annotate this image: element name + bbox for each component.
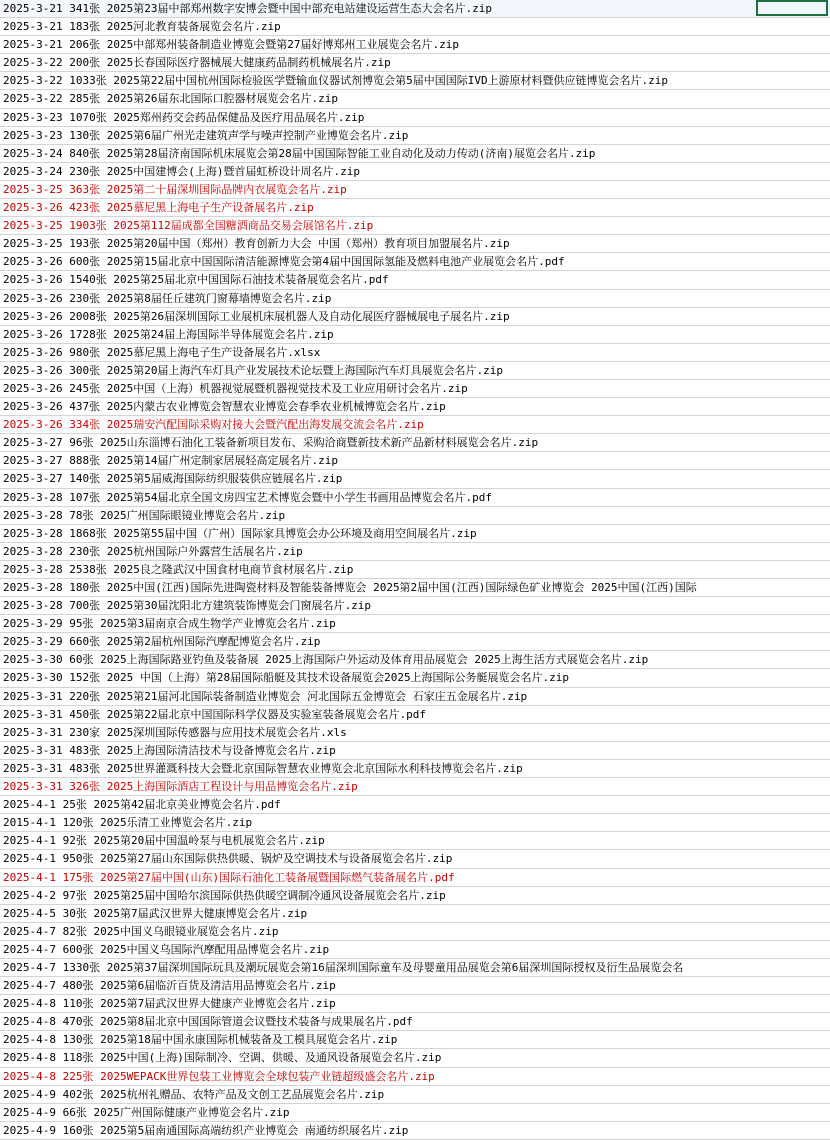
table-row[interactable]: 2025-3-21 341张 2025第23届中部郑州数字安博会暨中国中部充电站建设运营生态大会名片.zip <box>0 0 830 18</box>
table-row[interactable]: 2025-3-25 193张 2025第20届中国（郑州）教育创新力大会 中国（郑州）教育项目加盟展名片.zip <box>0 235 830 253</box>
table-row[interactable]: 2025-3-31 450张 2025第22届北京中国国际科学仪器及实验室装备展览会名片.pdf <box>0 706 830 724</box>
table-row[interactable]: 2025-3-23 1070张 2025郑州药交会药品保健品及医疗用品展名片.zip <box>0 109 830 127</box>
table-row[interactable]: 2025-3-29 95张 2025第3届南京合成生物学产业博览会名片.zip <box>0 615 830 633</box>
table-row[interactable]: 2015-4-1 120张 2025乐清工业博览会名片.zip <box>0 814 830 832</box>
table-row[interactable]: 2025-3-31 230家 2025深圳国际传感器与应用技术展览会名片.xls <box>0 724 830 742</box>
table-row[interactable]: 2025-3-26 230张 2025第8届任丘建筑门窗幕墙博览会名片.zip <box>0 290 830 308</box>
table-row[interactable]: 2025-4-8 225张 2025WEPACK世界包装工业博览会全球包装产业链超级盛会名片.zip <box>0 1068 830 1086</box>
table-row[interactable]: 2025-3-21 183张 2025河北教育装备展览会名片.zip <box>0 18 830 36</box>
table-row[interactable]: 2025-4-8 130张 2025第18届中国永康国际机械装备及工模具展览会名片.zip <box>0 1031 830 1049</box>
table-row[interactable]: 2025-4-8 110张 2025第7届武汉世界大健康产业博览会名片.zip <box>0 995 830 1013</box>
table-row[interactable]: 2025-3-28 107张 2025第54届北京全国文房四宝艺术博览会暨中小学生书画用品博览会名片.pdf <box>0 489 830 507</box>
table-row[interactable]: 2025-3-27 140张 2025第5届威海国际纺织服装供应链展名片.zip <box>0 470 830 488</box>
table-row[interactable]: 2025-3-26 1540张 2025第25届北京中国国际石油技术装备展览会名片.pdf <box>0 271 830 289</box>
table-row[interactable]: 2025-3-26 334张 2025瑞安汽配国际采购对接大会暨汽配出海发展交流会名片.zip <box>0 416 830 434</box>
table-row[interactable]: 2025-3-31 326张 2025上海国际酒店工程设计与用品博览会名片.zip <box>0 778 830 796</box>
table-row[interactable]: 2025-4-7 480张 2025第6届临沂百货及清洁用品博览会名片.zip <box>0 977 830 995</box>
table-row[interactable]: 2025-3-26 245张 2025中国（上海）机器视觉展暨机器视觉技术及工业应用研讨会名片.zip <box>0 380 830 398</box>
table-row[interactable]: 2025-3-31 483张 2025上海国际清洁技术与设备博览会名片.zip <box>0 742 830 760</box>
table-row[interactable]: 2025-3-28 1868张 2025第55届中国（广州）国际家具博览会办公环境及商用空间展名片.zip <box>0 525 830 543</box>
table-row[interactable]: 2025-4-9 66张 2025广州国际健康产业博览会名片.zip <box>0 1104 830 1122</box>
table-row[interactable]: 2025-3-27 888张 2025第14届广州定制家居展轻高定展名片.zip <box>0 452 830 470</box>
table-row[interactable]: 2025-3-22 1033张 2025第22届中国杭州国际检验医学暨输血仪器试剂博览会第5届中国国际IVD上游原材料暨供应链博览会名片.zip <box>0 72 830 90</box>
table-row[interactable]: 2025-4-9 402张 2025杭州礼赠品、农特产品及文创工艺品展览会名片.zip <box>0 1086 830 1104</box>
table-row[interactable]: 2025-4-1 25张 2025第42届北京美业博览会名片.pdf <box>0 796 830 814</box>
table-row[interactable]: 2025-3-26 437张 2025内蒙古农业博览会智慧农业博览会春季农业机械博览会名片.zip <box>0 398 830 416</box>
table-row[interactable]: 2025-3-26 423张 2025慕尼黑上海电子生产设备展名片.zip <box>0 199 830 217</box>
table-row[interactable]: 2025-3-23 130张 2025第6届广州光走建筑声学与噪声控制产业博览会名片.zip <box>0 127 830 145</box>
table-row[interactable]: 2025-3-22 200张 2025长春国际医疗器械展大健康药品制药机械展名片.zip <box>0 54 830 72</box>
table-row[interactable]: 2025-3-29 660张 2025第2届杭州国际汽摩配博览会名片.zip <box>0 633 830 651</box>
table-row[interactable]: 2025-4-9 160张 2025第5届南通国际高端纺织产业博览会 南通纺织展名片.zip <box>0 1122 830 1140</box>
table-row[interactable]: 2025-3-30 152张 2025 中国（上海）第28届国际船艇及其技术设备展览会2025上海国际公务艇展览会名片.zip <box>0 669 830 687</box>
table-row[interactable]: 2025-4-7 600张 2025中国义乌国际汽摩配用品博览会名片.zip <box>0 941 830 959</box>
table-row[interactable]: 2025-4-1 175张 2025第27届中国(山东)国际石油化工装备展暨国际燃气装备展名片.pdf <box>0 869 830 887</box>
table-row[interactable]: 2025-4-7 82张 2025中国义乌眼镜业展览会名片.zip <box>0 923 830 941</box>
table-row[interactable]: 2025-4-7 1330张 2025第37届深圳国际玩具及潮玩展览会第16届深圳国际童车及母婴童用品展览会第6届深圳国际授权及衍生品展览会名 <box>0 959 830 977</box>
table-row[interactable]: 2025-3-31 220张 2025第21届河北国际装备制造业博览会 河北国际五金博览会 石家庄五金展名片.zip <box>0 688 830 706</box>
table-row[interactable]: 2025-3-22 285张 2025第26届东北国际口腔器材展览会名片.zip <box>0 90 830 108</box>
table-row[interactable]: 2025-3-24 230张 2025中国建博会(上海)暨首届虹桥设计周名片.zip <box>0 163 830 181</box>
table-row[interactable]: 2025-3-25 1903张 2025第112届成都全国糖酒商品交易会展馆名片.zip <box>0 217 830 235</box>
table-row[interactable]: 2025-3-28 78张 2025广州国际眼镜业博览会名片.zip <box>0 507 830 525</box>
table-row[interactable]: 2025-3-28 230张 2025杭州国际户外露营生活展名片.zip <box>0 543 830 561</box>
table-row[interactable]: 2025-4-1 92张 2025第20届中国温岭泵与电机展览会名片.zip <box>0 832 830 850</box>
table-row[interactable]: 2025-3-26 2008张 2025第26届深圳国际工业展机床展机器人及自动化展医疗器械展电子展名片.zip <box>0 308 830 326</box>
table-row[interactable]: 2025-3-21 206张 2025中部郑州装备制造业博览会暨第27届好博郑州工业展览会名片.zip <box>0 36 830 54</box>
table-row[interactable]: 2025-3-26 980张 2025慕尼黑上海电子生产设备展名片.xlsx <box>0 344 830 362</box>
table-row[interactable]: 2025-3-26 600张 2025第15届北京中国国际清洁能源博览会第4届中国国际氢能及燃料电池产业展览会名片.pdf <box>0 253 830 271</box>
table-row[interactable]: 2025-4-1 950张 2025第27届山东国际供热供暖、锅炉及空调技术与设备展览会名片.zip <box>0 850 830 868</box>
table-row[interactable]: 2025-3-27 96张 2025山东淄博石油化工装备新项目发布、采购洽商暨新技术新产品新材料展览会名片.zip <box>0 434 830 452</box>
table-row[interactable]: 2025-3-31 483张 2025世界灌溉科技大会暨北京国际智慧农业博览会北京国际水利科技博览会名片.zip <box>0 760 830 778</box>
table-row[interactable]: 2025-4-8 118张 2025中国(上海)国际制冷、空调、供暖、及通风设备展览会名片.zip <box>0 1049 830 1067</box>
table-row[interactable]: 2025-3-26 1728张 2025第24届上海国际半导体展览会名片.zip <box>0 326 830 344</box>
selected-cell[interactable] <box>756 0 828 16</box>
table-row[interactable]: 2025-4-2 97张 2025第25届中国哈尔滨国际供热供暖空调制冷通风设备展览会名片.zip <box>0 887 830 905</box>
table-row[interactable]: 2025-4-8 470张 2025第8届北京中国国际管道会议暨技术装备与成果展名片.pdf <box>0 1013 830 1031</box>
table-row[interactable]: 2025-4-5 30张 2025第7届武汉世界大健康博览会名片.zip <box>0 905 830 923</box>
table-row[interactable]: 2025-3-26 300张 2025第20届上海汽车灯具产业发展技术论坛暨上海国际汽车灯具展览会名片.zip <box>0 362 830 380</box>
table-row[interactable]: 2025-3-28 180张 2025中国(江西)国际先进陶瓷材料及智能装备博览会 2025第2届中国(江西)国际绿色矿业博览会 2025中国(江西)国际 <box>0 579 830 597</box>
table-row[interactable]: 2025-3-25 363张 2025第二十届深圳国际品牌内衣展览会名片.zip <box>0 181 830 199</box>
table-row[interactable]: 2025-3-24 840张 2025第28届济南国际机床展览会第28届中国国际智能工业自动化及动力传动(济南)展览会名片.zip <box>0 145 830 163</box>
table-row[interactable]: 2025-3-28 700张 2025第30届沈阳北方建筑装饰博览会门窗展名片.zip <box>0 597 830 615</box>
table-row[interactable]: 2025-3-30 60张 2025上海国际路亚钓鱼及装备展 2025上海国际户外运动及体育用品展览会 2025上海生活方式展览会名片.zip <box>0 651 830 669</box>
table-row[interactable]: 2025-3-28 2538张 2025良之隆武汉中国食材电商节食材展名片.zip <box>0 561 830 579</box>
